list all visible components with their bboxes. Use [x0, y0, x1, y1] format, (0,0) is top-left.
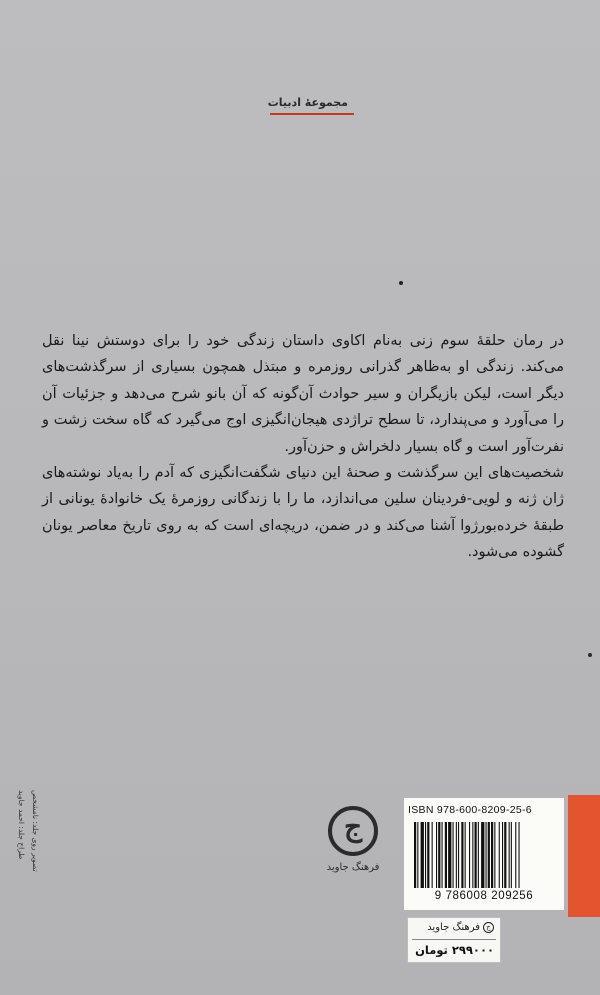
price-sticker — [407, 917, 501, 963]
publisher-logo-letter: ج — [343, 810, 363, 843]
price-divider — [412, 939, 496, 940]
barcode-icon — [414, 822, 556, 888]
ornament-dot — [399, 281, 403, 285]
credit-designer: طراح جلد: احمد جاوید — [17, 790, 26, 860]
barcode-digits: 9 786008 209256 — [434, 890, 534, 902]
edge-mark — [588, 653, 592, 657]
cover-credits — [4, 790, 44, 920]
publisher-name: فرهنگ جاوید — [326, 862, 380, 873]
publisher-logo — [316, 806, 396, 892]
blurb-paragraph-2: شخصیت‌های این سرگذشت و صحنهٔ این دنیای شگفت‌انگیزی که آدم را به‌یاد نوشته‌های ژان ژنه و لویی-فردینان سلین می‌اندازد، ما را با زندگانی روزمرهٔ یک خانوادهٔ یونانی از طبقهٔ خرده‌بورژوا آشنا می‌کند و در ضمن، دریچه‌ای است که به روی تاریخ معاصر یونان گشوده می‌شود. — [42, 465, 564, 561]
accent-strip — [568, 795, 600, 917]
price-value: ۲۹۹۰۰۰ تومان — [415, 943, 494, 957]
price-brand — [427, 922, 494, 933]
price-brand-name: فرهنگ جاوید — [427, 922, 480, 933]
credit-image: تصویر روی جلد: نامشخص — [31, 790, 40, 872]
brand-mark-icon: ج — [483, 922, 494, 933]
isbn-text: ISBN 978-600-8209-25-6 — [408, 804, 532, 816]
series-underline — [270, 113, 354, 115]
series-label: مجموعهٔ ادبیات — [267, 96, 348, 109]
blurb-paragraph-1: در رمان حلقهٔ سوم زنی به‌نام اکاوی داستان زندگی خود را برای دوستش نینا نقل می‌کند. زندگی او به‌ظاهر گذرانی روزمره و مبتذل همچون بسیاری از سرگذشت‌های دیگر است، لیکن بازیگران و سیر حوادث آن‌گونه که آن بانو شرح می‌دهد و جزئیات آن را می‌آورد و می‌پندارد، تا سطح تراژدی هیجان‌انگیزی اوج می‌گیرد که گاه سخت زشت و نفرت‌آور است و گاه بسیار دلخراش و حزن‌آور. — [42, 333, 564, 455]
back-cover-blurb — [42, 328, 564, 566]
barcode-label — [404, 798, 564, 910]
